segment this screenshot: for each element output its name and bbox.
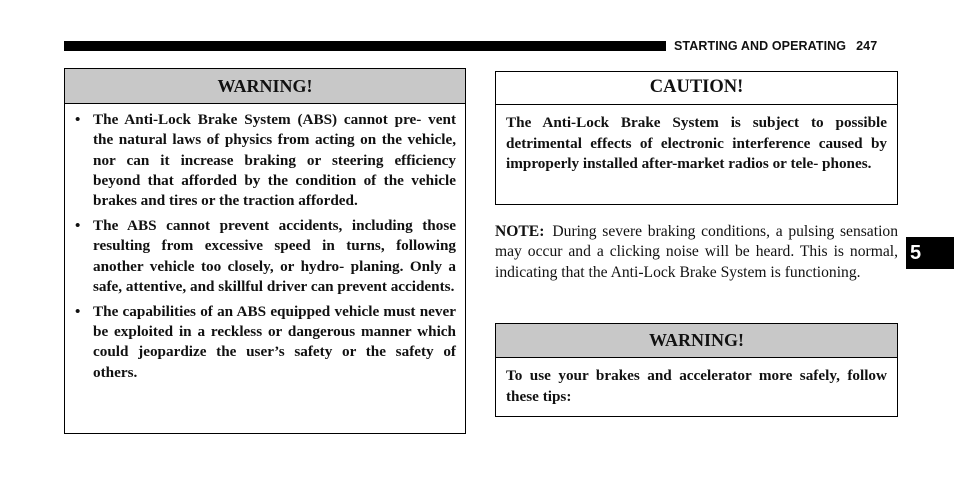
warning-title: WARNING! — [65, 69, 465, 104]
warning-box-brake-tips — [495, 323, 898, 417]
warning-bullet: • The capabilities of an ABS equipped vehicle must never be exploited in a reckless or dangerous manner which could jeopardize the user’s safety or the safety of others. — [93, 302, 456, 383]
caution-body: The Anti-Lock Brake System is subject to possible detrimental effects of electronic interference caused by improperly installed after-market radios or tele- phones. — [506, 114, 887, 172]
note-paragraph — [495, 222, 898, 283]
caution-title: CAUTION! — [496, 72, 897, 105]
section-title: STARTING AND OPERATING — [674, 39, 847, 53]
warning-box-abs-limits — [64, 68, 466, 434]
warning-bullet-list — [65, 104, 465, 383]
chapter-number: 5 — [910, 242, 922, 264]
chapter-tab — [906, 237, 954, 269]
header-rule — [64, 41, 666, 51]
warning-title: WARNING! — [496, 324, 897, 358]
running-header — [674, 37, 899, 55]
note-label: NOTE: — [495, 223, 545, 240]
warning-body: To use your brakes and accelerator more safely, follow these tips: — [506, 367, 887, 405]
warning-bullet: • The ABS cannot prevent accidents, including those resulting from excessive speed in turns, following another vehicle too closely, or hydro- planing. Only a safe, attentive, and skillful driver can prevent accidents. — [93, 216, 456, 297]
caution-box — [495, 71, 898, 205]
note-body: During severe braking conditions, a pulsing sensation may occur and a clicking noise will be heard. This is normal, indicating that the Anti-Lock Brake System is functioning. — [495, 223, 898, 281]
warning-bullet: • The Anti-Lock Brake System (ABS) cannot pre- vent the natural laws of physics from acting on the vehicle, nor can it increase braking or steering efficiency beyond that afforded by the condition of the vehicle brakes and tires or the traction afforded. — [93, 110, 456, 211]
page-number: 247 — [856, 39, 878, 53]
